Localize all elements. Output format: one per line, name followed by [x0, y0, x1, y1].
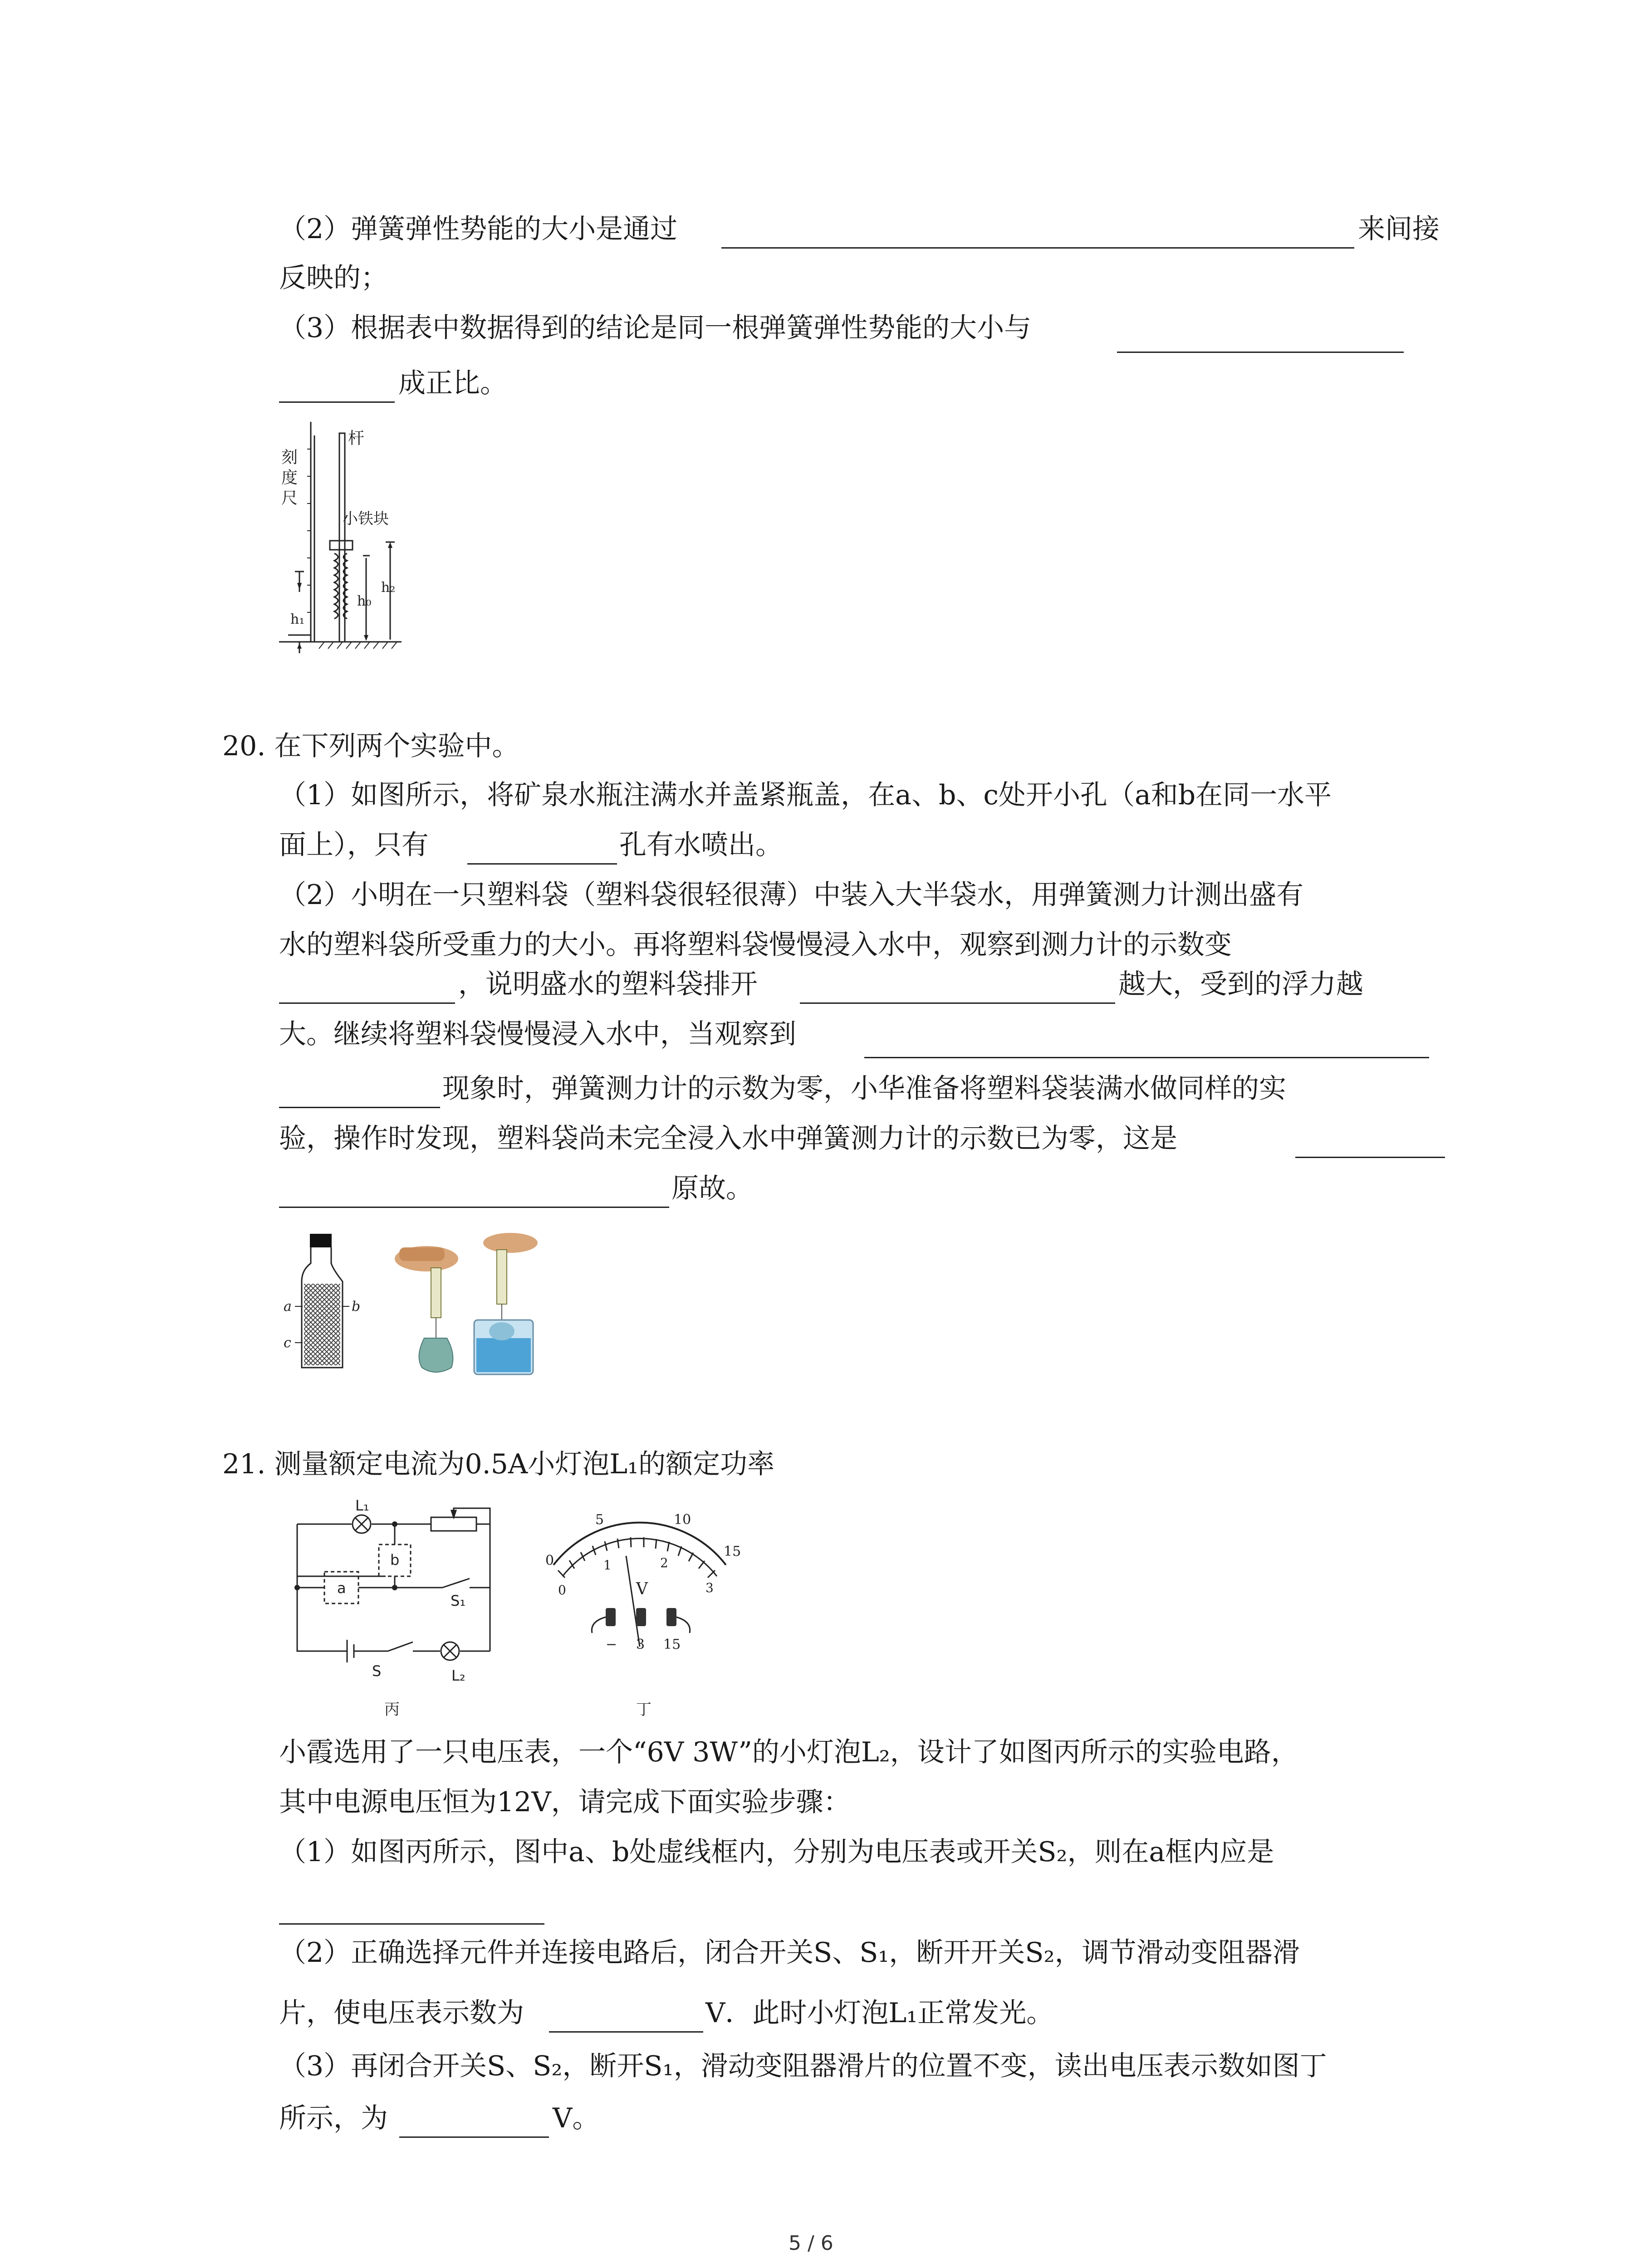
- figure-ding-caption: 丁: [636, 1701, 652, 1719]
- q20-part2-blank-3a[interactable]: [864, 1057, 1429, 1058]
- lamp-L1-label: L₁: [355, 1497, 369, 1514]
- scale-bottom-2: 2: [660, 1555, 668, 1570]
- scale-bottom-0: 0: [558, 1583, 566, 1598]
- q20-part2-text-h: 原故。: [671, 1173, 753, 1204]
- hole-a-label: a: [284, 1299, 292, 1315]
- q20-part2-text-d: 越大，受到的浮力越: [1118, 968, 1363, 1000]
- q19-part3-blank-a[interactable]: [1117, 352, 1404, 353]
- q20-part2-blank-4a[interactable]: [1295, 1157, 1445, 1158]
- q20-part2-text-a: （2）小明在一只塑料袋（塑料袋很轻很薄）中装入大半袋水，用弹簧测力计测出盛有: [279, 879, 1304, 911]
- h2-label: h₂: [381, 580, 396, 596]
- ruler-label-1: 刻: [281, 448, 298, 467]
- q20-part2-text-g: 验，操作时发现，塑料袋尚未完全浸入水中弹簧测力计的示数已为零，这是: [279, 1123, 1177, 1154]
- figure-bing-caption: 丙: [384, 1701, 400, 1719]
- page-number: 5 / 6: [789, 2232, 833, 2255]
- box-b-label: b: [390, 1551, 400, 1569]
- q21-part1-blank[interactable]: [279, 1923, 544, 1925]
- circuit-diagram-bing: [279, 1497, 506, 1724]
- q21-part2-text-b: 片，使电压表示数为: [279, 1997, 524, 2029]
- hole-c-label: c: [284, 1335, 291, 1351]
- q20-part2-blank-1[interactable]: [279, 1002, 455, 1004]
- q21-part3-text-a: （3）再闭合开关S、S₂，断开S₁，滑动变阻器滑片的位置不变，读出电压表示数如图丁: [279, 2050, 1327, 2082]
- q21-intro-line-2: 其中电源电压恒为12V，请完成下面实验步骤：: [279, 1786, 851, 1818]
- q19-part2-text: （2）弹簧弹性势能的大小是通过: [279, 213, 678, 245]
- voltmeter-figure-ding: [517, 1497, 762, 1724]
- terminal-3: 3: [636, 1637, 645, 1652]
- q21-heading: 21. 测量额定电流为0.5A小灯泡L₁的额定功率: [222, 1448, 775, 1480]
- q20-part2-blank-4b[interactable]: [279, 1207, 669, 1208]
- rod-label: 杆: [348, 429, 365, 448]
- q20-part1-text: （1）如图所示，将矿泉水瓶注满水并盖紧瓶盖，在a、b、c处开小孔（a和b在同一水平: [279, 779, 1332, 811]
- q20-part1-blank[interactable]: [467, 863, 617, 865]
- q21-intro-line-1: 小霞选用了一只电压表，一个“6V 3W”的小灯泡L₂，设计了如图丙所示的实验电路，: [279, 1736, 1298, 1768]
- box-a-label: a: [337, 1579, 346, 1597]
- ruler-label-3: 尺: [281, 489, 298, 508]
- q19-part3-text: （3）根据表中数据得到的结论是同一根弹簧弹性势能的大小与: [279, 312, 1032, 344]
- scale-top-5: 5: [595, 1512, 604, 1528]
- h0-label: h₀: [357, 593, 372, 609]
- q20-part1-text-b: 面上），只有: [279, 829, 429, 861]
- iron-block-label: 小铁块: [343, 510, 389, 528]
- q20-part2-blank-3b[interactable]: [279, 1107, 440, 1108]
- voltmeter-unit-V: V: [636, 1580, 648, 1598]
- scale-bottom-3: 3: [705, 1580, 714, 1595]
- q21-part2-text-c: V．此时小灯泡L₁正常发光。: [705, 1997, 1054, 2029]
- spring-scale-bag-figure: [388, 1225, 560, 1379]
- q20-part2-text-c: ，说明盛水的塑料袋排开: [458, 968, 758, 1000]
- q20-part1-text-c: 孔有水喷出。: [619, 829, 783, 861]
- lamp-L2-label: L₂: [451, 1667, 465, 1684]
- q21-part2-text-a: （2）正确选择元件并连接电路后，闭合开关S、S₁，断开开关S₂，调节滑动变阻器滑: [279, 1937, 1300, 1969]
- q20-heading: 20. 在下列两个实验中。: [222, 730, 519, 762]
- q20-part2-blank-2[interactable]: [800, 1002, 1115, 1004]
- q19-part2-text-end: 来间接: [1358, 213, 1440, 245]
- ruler-label-2: 度: [281, 469, 298, 487]
- terminal-15: 15: [663, 1637, 681, 1652]
- q19-part3-blank-b[interactable]: [279, 401, 395, 403]
- scale-top-15: 15: [724, 1544, 741, 1559]
- hole-b-label: b: [352, 1299, 361, 1315]
- water-bottle-figure: [279, 1232, 370, 1377]
- q21-part3-blank[interactable]: [399, 2136, 549, 2138]
- q20-part2-text-b: 水的塑料袋所受重力的大小。再将塑料袋慢慢浸入水中，观察到测力计的示数变: [279, 929, 1232, 961]
- q19-part3-text-end: 成正比。: [398, 367, 507, 399]
- q20-part2-text-f: 现象时，弹簧测力计的示数为零，小华准备将塑料袋装满水做同样的实: [442, 1073, 1286, 1105]
- q20-part2-text-e: 大。继续将塑料袋慢慢浸入水中，当观察到: [279, 1018, 796, 1050]
- q21-part1-text: （1）如图丙所示，图中a、b处虚线框内，分别为电压表或开关S₂，则在a框内应是: [279, 1836, 1274, 1868]
- terminal-minus: −: [606, 1637, 617, 1652]
- switch-S1-label: S₁: [451, 1592, 466, 1609]
- q21-part3-text-c: V。: [553, 2102, 600, 2134]
- scale-top-10: 10: [674, 1512, 691, 1528]
- spring-apparatus-figure: [279, 422, 415, 662]
- q21-part2-blank[interactable]: [549, 2031, 703, 2033]
- scale-bottom-1: 1: [603, 1558, 612, 1573]
- switch-S-label: S: [372, 1662, 382, 1680]
- h1-label: h₁: [290, 611, 305, 627]
- q19-part2-blank[interactable]: [721, 247, 1354, 249]
- q19-part2-text-cont: 反映的；: [279, 262, 388, 294]
- scale-top-0: 0: [545, 1553, 554, 1569]
- q21-part3-text-b: 所示，为: [279, 2102, 388, 2134]
